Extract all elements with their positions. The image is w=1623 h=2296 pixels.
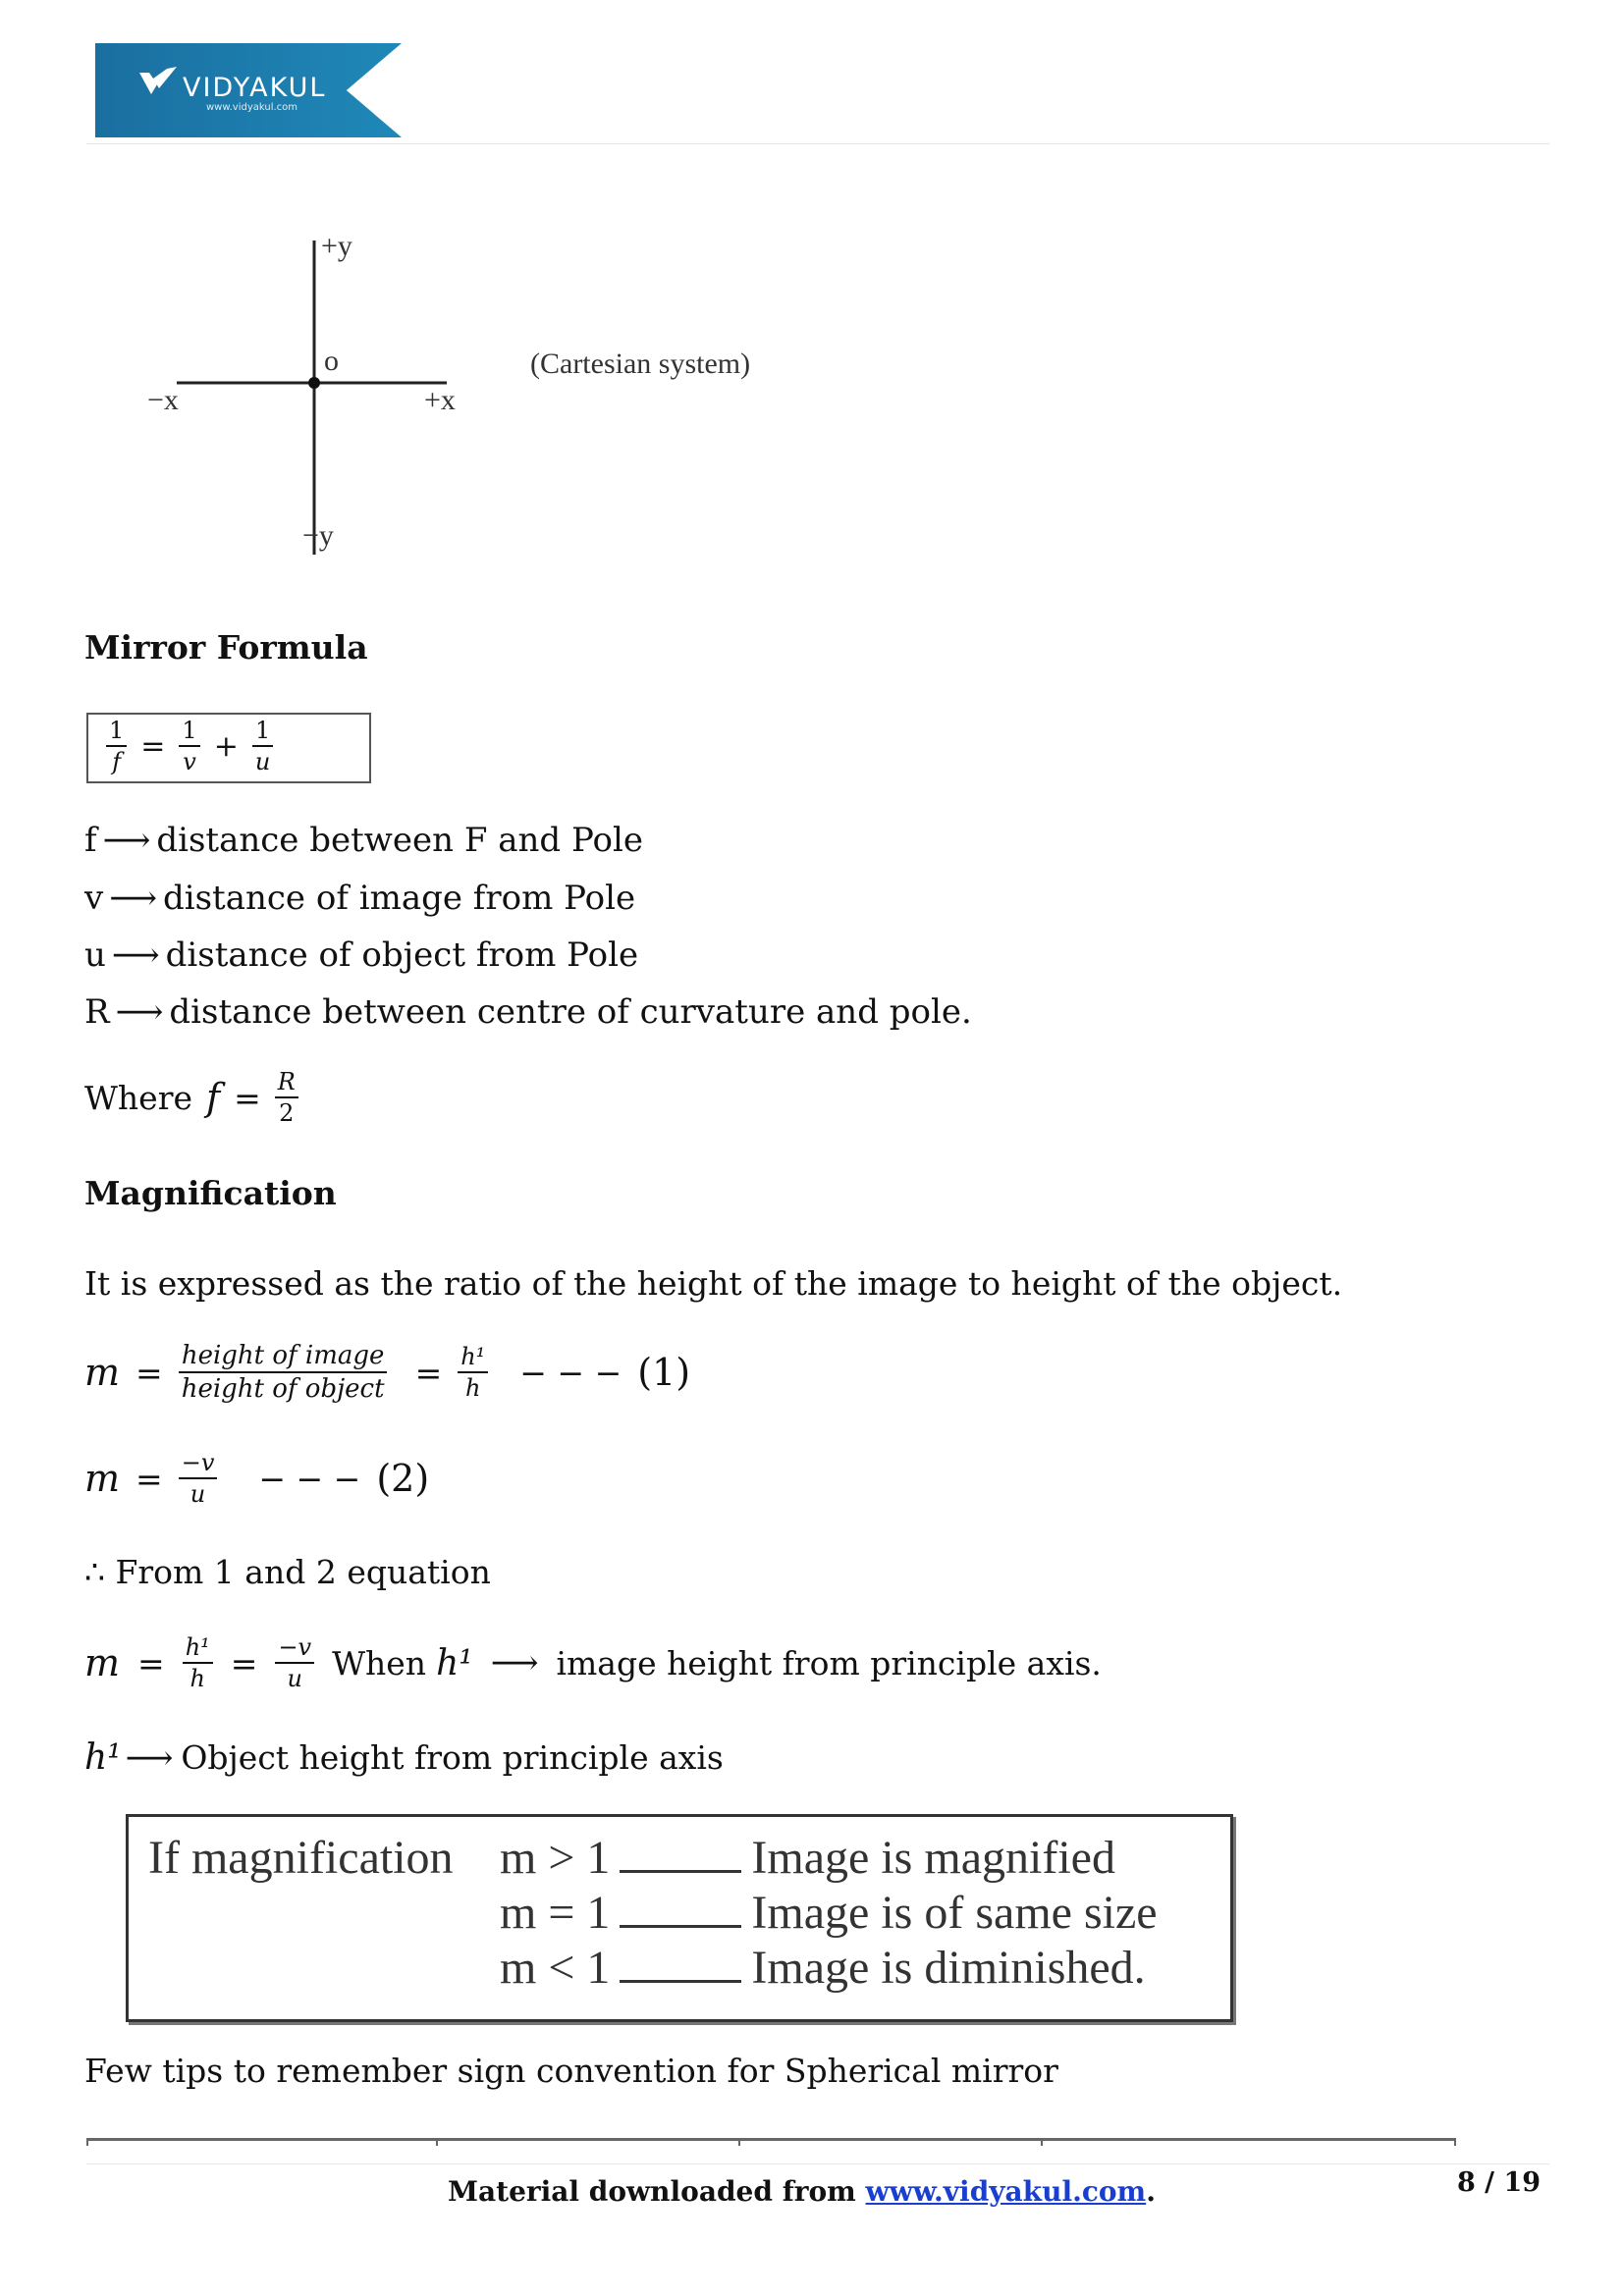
figure-caption: (Cartesian system): [530, 347, 751, 380]
magnification-equation-2: m = $\frac{-v}{u}$ − − − (2): [84, 1449, 430, 1508]
table-lead: If magnification: [148, 1832, 454, 1884]
v-over-u-fraction: $\frac{-v}{u}$: [179, 1451, 218, 1506]
therefore-line: ∴ From 1 and 2 equation: [84, 1553, 491, 1591]
table-row: m = 1 Image is of same size: [500, 1887, 1158, 1939]
table-row: m < 1 Image is diminished.: [500, 1942, 1146, 1994]
term-2-fraction: $\frac{1}{u}$: [252, 719, 273, 774]
table-divider: [1454, 2138, 1456, 2146]
minus-x-label: −x: [147, 384, 179, 416]
table-divider: [738, 2138, 740, 2146]
v-over-u-fraction-2: $\frac{-v}{u}$: [275, 1635, 314, 1690]
mirror-formula-box: $\frac{1}{f}$ = $\frac{1}{v}$ + $\frac{1}{u}$: [86, 713, 371, 783]
plus-x-label: +x: [424, 384, 456, 416]
table-divider: [86, 2138, 88, 2146]
mirror-formula-heading: Mirror Formula: [84, 628, 368, 667]
magnification-equation-3: m = $\frac{\text{h¹}}{h}$ = $\frac{-v}{u}$ When h¹ ⟶ image height from principle axis.: [84, 1633, 1102, 1692]
definition-f: f ⟶ distance between F and Pole: [84, 821, 643, 860]
footer-source: Material downloaded from www.vidyakul.com.: [448, 2175, 1156, 2208]
footer-divider: [86, 2163, 1549, 2164]
lhs-fraction: $\frac{1}{f}$: [106, 719, 127, 774]
table-divider: [1041, 2138, 1043, 2146]
vidyakul-logo-icon: [137, 65, 181, 98]
cartesian-system-diagram: [137, 226, 825, 579]
origin-label: o: [324, 345, 339, 377]
table-divider: [436, 2138, 438, 2146]
minus-y-label: −y: [302, 519, 334, 552]
header-divider: [86, 143, 1549, 144]
page-number: 8 / 19: [1457, 2167, 1542, 2198]
magnification-cases-table: [126, 1814, 1233, 2022]
logo-url: www.vidyakul.com: [206, 102, 298, 113]
object-height-definition: h¹ ⟶ Object height from principle axis: [84, 1737, 724, 1778]
h-ratio-fraction-2: $\frac{\text{h¹}}{h}$: [183, 1635, 213, 1690]
definition-u: u ⟶ distance of object from Pole: [84, 935, 639, 975]
plus-y-label: +y: [321, 230, 352, 262]
table-row: m > 1 Image is magnified: [500, 1832, 1115, 1884]
table-top-border: [86, 2138, 1456, 2141]
definition-r: R ⟶ distance between centre of curvature and pole.: [84, 992, 972, 1032]
definition-v: v ⟶ distance of image from Pole: [84, 879, 636, 918]
vidyakul-link[interactable]: www.vidyakul.com: [865, 2175, 1147, 2208]
term-1-fraction: $\frac{1}{v}$: [179, 719, 199, 774]
sign-convention-tips: Few tips to remember sign convention for Spherical mirror: [84, 2052, 1058, 2090]
logo-text: VIDYAKUL: [183, 73, 327, 103]
focal-relation: Where f = $\frac{R}{2}$: [84, 1070, 298, 1125]
magnification-equation-1: m = $\frac{\text{height of image}}{\text{height of object}}$ = $\frac{\text{h¹}}{h}$ − − − (1): [84, 1341, 691, 1404]
r-over-2-fraction: $\frac{R}{2}$: [275, 1070, 298, 1125]
h-ratio-fraction: $\frac{\text{h¹}}{h}$: [458, 1345, 488, 1400]
magnification-heading: Magnification: [84, 1174, 337, 1212]
origin-point: [308, 377, 320, 389]
height-ratio-fraction: $\frac{\text{height of image}}{\text{height of object}}$: [179, 1343, 388, 1402]
magnification-intro: It is expressed as the ratio of the height of the image to height of the object.: [84, 1264, 1343, 1303]
